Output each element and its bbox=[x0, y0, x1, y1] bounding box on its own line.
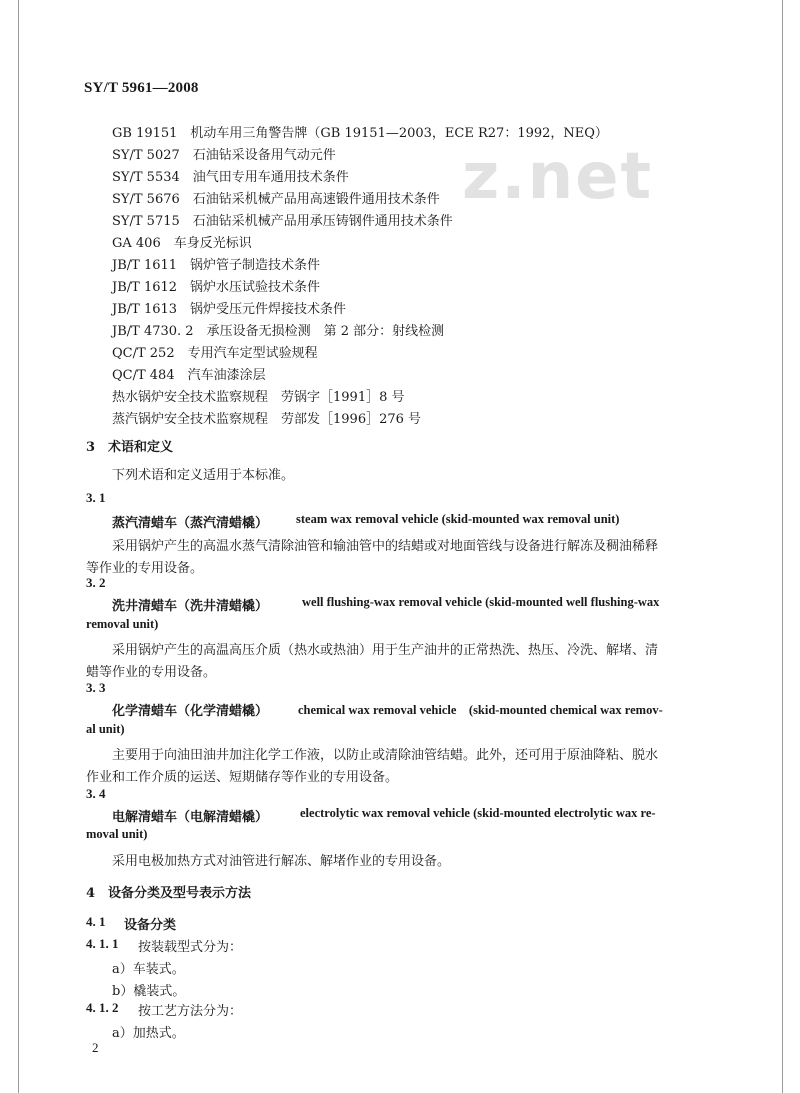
item-text: 按工艺方法分为： bbox=[138, 1004, 243, 1019]
term-definition: 采用锅炉产生的高温水蒸气清除油管和输油管中的结蜡或对地面管线与设备进行解冻及稠油稀释 bbox=[112, 539, 659, 554]
term-definition-cont: 作业和工作介质的运送、短期储存等作业的专用设备。 bbox=[86, 770, 399, 785]
term-english-name: well flushing-wax removal vehicle (skid-mounted well flushing-wax bbox=[302, 595, 660, 609]
term-chinese-name: 蒸汽清蜡车（蒸汽清蜡橇） bbox=[112, 516, 269, 531]
right-page-edge bbox=[782, 0, 783, 1093]
term-english-name-cont: removal unit) bbox=[86, 617, 159, 631]
reference-line: QC/T 252 专用汽车定型试验规程 bbox=[112, 346, 318, 361]
item-text: 按装载型式分为： bbox=[138, 940, 243, 955]
reference-line: GA 406 车身反光标识 bbox=[112, 236, 252, 251]
term-number: 3. 2 bbox=[86, 575, 106, 590]
term-number: 3. 1 bbox=[86, 490, 106, 505]
reference-line: JB/T 1613 锅炉受压元件焊接技术条件 bbox=[112, 302, 347, 317]
term-english-name-cont: al unit) bbox=[86, 722, 125, 736]
term-definition: 采用电极加热方式对油管进行解冻、解堵作业的专用设备。 bbox=[112, 854, 451, 869]
term-definition-cont: 蜡等作业的专用设备。 bbox=[86, 665, 217, 680]
term-definition: 采用锅炉产生的高温高压介质（热水或热油）用于生产油井的正常热洗、热压、冷洗、解堵、清 bbox=[112, 643, 659, 658]
item-number: 4. 1. 2 bbox=[86, 1000, 119, 1015]
reference-line: SY/T 5027 石油钻采设备用气动元件 bbox=[112, 148, 336, 163]
reference-line: QC/T 484 汽车油漆涂层 bbox=[112, 368, 266, 383]
reference-line: 热水锅炉安全技术监察规程 劳锅字［1991］8 号 bbox=[112, 390, 405, 405]
term-english-name: steam wax removal vehicle (skid-mounted wax removal unit) bbox=[296, 512, 620, 526]
term-english-name: chemical wax removal vehicle (skid-mounted chemical wax remov- bbox=[298, 703, 663, 717]
page-number: 2 bbox=[92, 1040, 99, 1055]
left-page-edge bbox=[18, 0, 19, 1093]
reference-line: JB/T 1611 锅炉管子制造技术条件 bbox=[112, 258, 321, 273]
reference-line: SY/T 5676 石油钻采机械产品用高速锻件通用技术条件 bbox=[112, 192, 440, 207]
term-number: 3. 4 bbox=[86, 786, 106, 801]
list-option: b）橇装式。 bbox=[112, 984, 186, 999]
term-chinese-name: 化学清蜡车（化学清蜡橇） bbox=[112, 704, 269, 719]
term-definition-cont: 等作业的专用设备。 bbox=[86, 561, 204, 576]
reference-line: SY/T 5715 石油钻采机械产品用承压铸钢件通用技术条件 bbox=[112, 214, 453, 229]
term-chinese-name: 洗井清蜡车（洗井清蜡橇） bbox=[112, 599, 269, 614]
list-option: a）加热式。 bbox=[112, 1026, 185, 1041]
reference-line: SY/T 5534 油气田专用车通用技术条件 bbox=[112, 170, 349, 185]
term-english-name-cont: moval unit) bbox=[86, 827, 148, 841]
reference-line: 蒸汽锅炉安全技术监察规程 劳部发［1996］276 号 bbox=[112, 412, 422, 427]
section-3-heading: 3 术语和定义 bbox=[86, 440, 174, 455]
subsection-number: 4. 1 bbox=[86, 914, 106, 929]
reference-line: JB/T 1612 锅炉水压试验技术条件 bbox=[112, 280, 321, 295]
reference-line: JB/T 4730. 2 承压设备无损检测 第 2 部分：射线检测 bbox=[112, 324, 445, 339]
standard-number-header: SY/T 5961—2008 bbox=[84, 80, 199, 96]
item-number: 4. 1. 1 bbox=[86, 936, 119, 951]
section-3-intro: 下列术语和定义适用于本标准。 bbox=[112, 468, 295, 483]
reference-line: GB 19151 机动车用三角警告牌（GB 19151—2003，ECE R27：1992，NEQ） bbox=[112, 126, 608, 141]
list-option: a）车装式。 bbox=[112, 962, 185, 977]
subsection-title: 设备分类 bbox=[124, 918, 177, 933]
term-definition: 主要用于向油田油井加注化学工作液，以防止或清除油管结蜡。此外，还可用于原油降粘、脱水 bbox=[112, 748, 659, 763]
term-number: 3. 3 bbox=[86, 680, 106, 695]
section-4-heading: 4 设备分类及型号表示方法 bbox=[86, 886, 252, 901]
watermark: z.net bbox=[462, 140, 654, 214]
term-english-name: electrolytic wax removal vehicle (skid-mounted electrolytic wax re- bbox=[300, 806, 656, 820]
term-chinese-name: 电解清蜡车（电解清蜡橇） bbox=[112, 810, 269, 825]
